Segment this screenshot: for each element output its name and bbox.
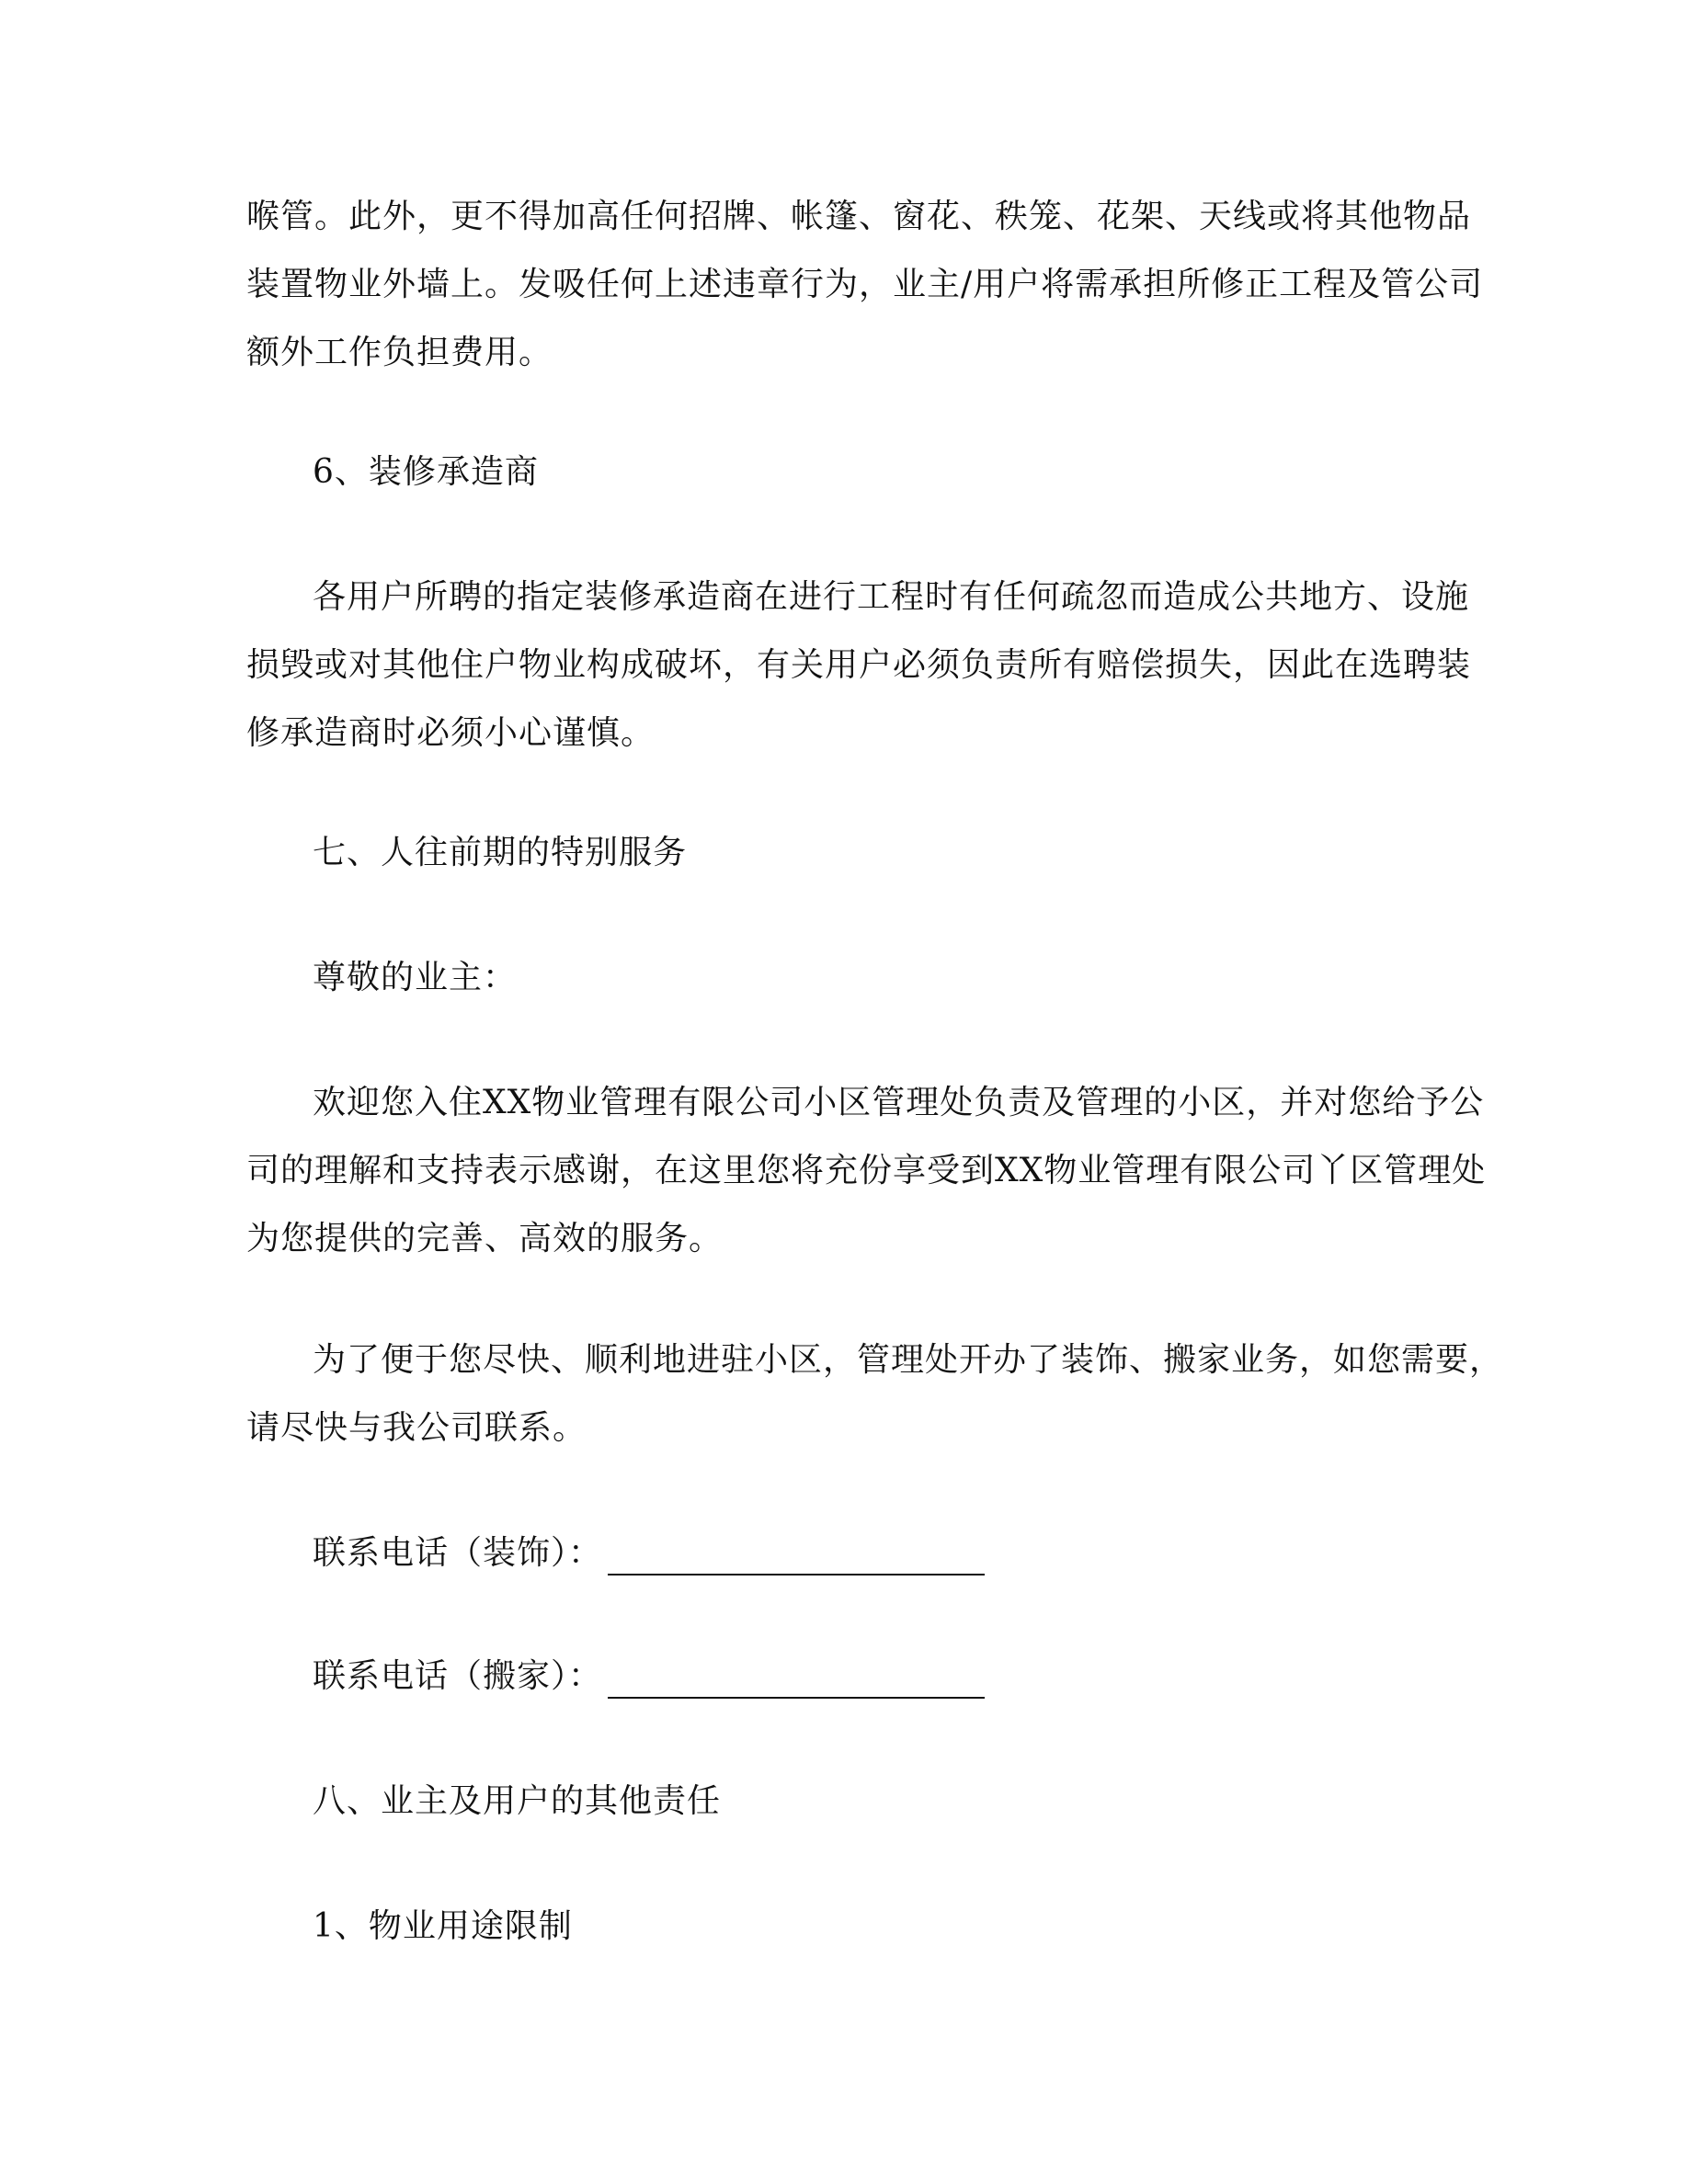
paragraph-line: 修承造商时必须小心谨慎。 [246, 714, 656, 752]
section-heading-8: 八、业主及用户的其他责任 [313, 1782, 722, 1820]
section-heading-6: 6、装修承造商 [313, 453, 539, 491]
paragraph-line: 为了便于您尽快、顺利地进驻小区，管理处开办了装饰、搬家业务，如您需要， [313, 1341, 1504, 1379]
section-heading-7: 七、人往前期的特别服务 [313, 834, 688, 871]
paragraph-line: 各用户所聘的指定装修承造商在进行工程时有任何疏忽而造成公共地方、设施 [313, 578, 1470, 616]
paragraph-line: 损毁或对其他住户物业构成破坏，有关用户必须负责所有赔偿损失，因此在选聘装 [246, 646, 1472, 684]
paragraph-line: 司的理解和支持表示感谢，在这里您将充份享受到XX物业管理有限公司丫区管理处 [246, 1152, 1487, 1189]
contact-moving-label: 联系电话（搬家）： [313, 1657, 603, 1695]
contact-decoration-blank [608, 1542, 985, 1575]
paragraph-line: 喉管。此外，更不得加高任何招牌、帐篷、窗花、秩笼、花架、天线或将其他物品 [246, 198, 1472, 235]
contact-moving-row [313, 1655, 1508, 1699]
contact-moving-blank [608, 1666, 985, 1699]
contact-decoration-label: 联系电话（装饰）： [313, 1534, 603, 1572]
paragraph-line: 额外工作负担费用。 [246, 334, 553, 371]
paragraph-line: 请尽快与我公司联系。 [246, 1409, 587, 1447]
contact-decoration-row [313, 1531, 1508, 1575]
paragraph-line: 装置物业外墙上。发吸任何上述违章行为，业主/用户将需承担所修正工程及管公司 [246, 266, 1484, 303]
paragraph-line: 欢迎您入住XX物业管理有限公司小区管理处负责及管理的小区，并对您给予公 [313, 1084, 1485, 1121]
subsection-heading-8-1: 1、物业用途限制 [313, 1907, 573, 1945]
salutation: 尊敬的业主： [313, 959, 518, 996]
paragraph-line: 为您提供的完善、高效的服务。 [246, 1220, 724, 1257]
